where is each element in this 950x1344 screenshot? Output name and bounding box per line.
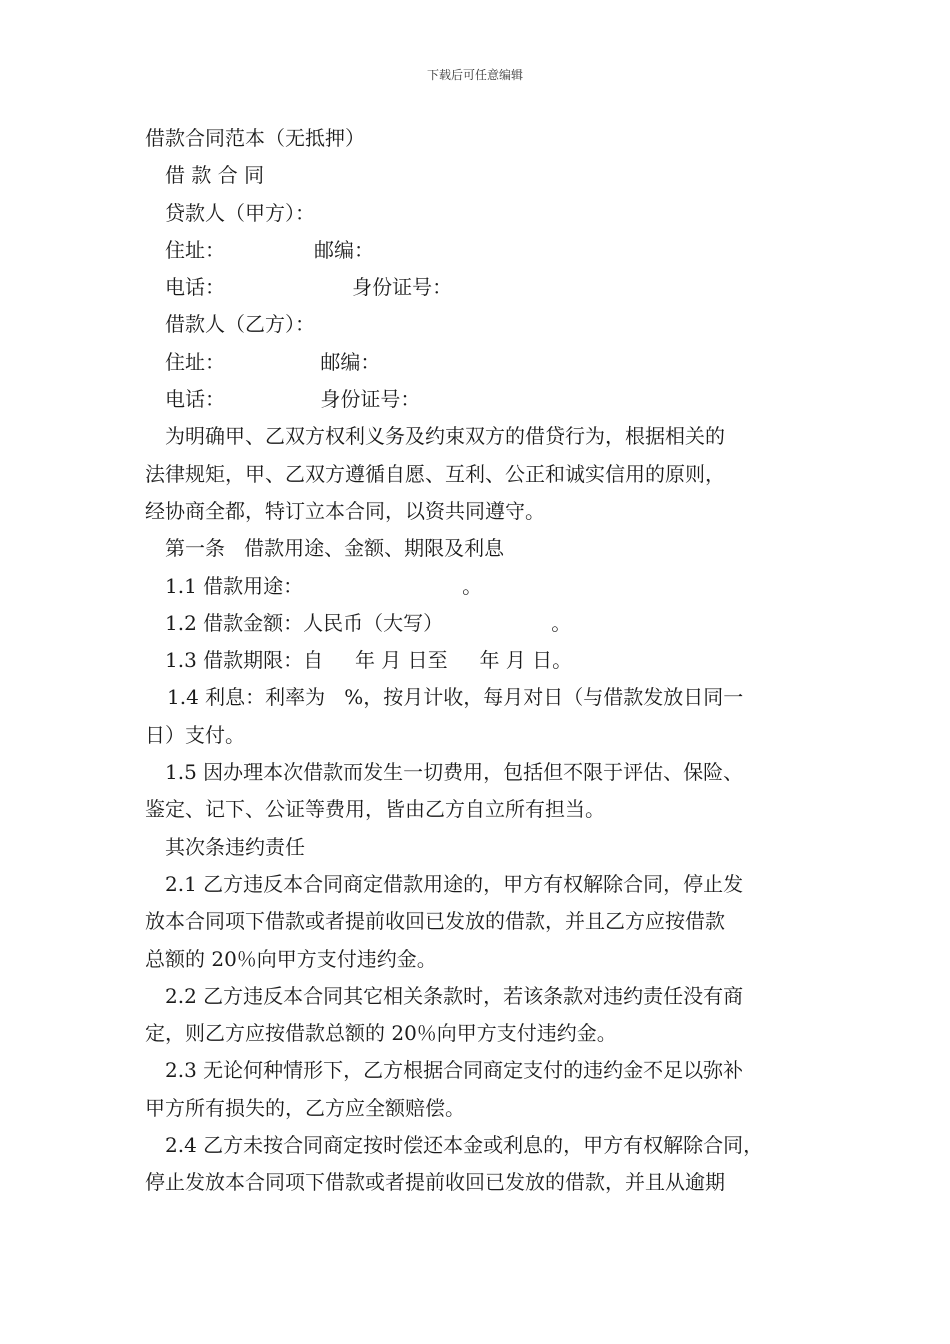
clause-2-2-cont: 定，则乙方应按借款总额的 20％向甲方支付违约金。: [145, 1021, 617, 1046]
preamble-line: 法律规矩，甲、乙双方遵循自愿、互利、公正和诚实信用的原则，: [145, 461, 725, 486]
clause-2-1: 2.1 乙方违反本合同商定借款用途的，甲方有权解除合同，停止发: [165, 871, 744, 896]
doc-title: 借款合同范本（无抵押）: [145, 126, 365, 150]
clause-2-2: 2.2 乙方违反本合同其它相关条款时，若该条款对违约责任没有商: [165, 983, 744, 1008]
clause-2-1-cont: 放本合同项下借款或者提前收回已发放的借款，并且乙方应按借款: [145, 909, 725, 934]
article-2-heading: 其次条违约责任: [165, 834, 305, 859]
contract-heading: 借 款 合 同: [165, 163, 265, 188]
lender-address-line: 住址： 邮编：: [165, 237, 375, 262]
clause-2-3: 2.3 无论何种情形下，乙方根据合同商定支付的违约金不足以弥补: [165, 1058, 744, 1083]
clause-1-5-cont: 鉴定、记下、公证等费用，皆由乙方自立所有担当。: [145, 797, 605, 822]
clause-1-2: 1.2 借款金额：人民币（大写） 。: [165, 610, 572, 635]
preamble-line: 为明确甲、乙双方权利义务及约束双方的借贷行为，根据相关的: [165, 424, 725, 449]
clause-1-5: 1.5 因办理本次借款而发生一切费用，包括但不限于评估、保险、: [165, 760, 744, 785]
article-1-heading: 第一条 借款用途、金额、期限及利息: [165, 536, 505, 561]
borrower-phone-line: 电话： 身份证号：: [165, 387, 421, 412]
clause-2-4: 2.4 乙方未按合同商定按时偿还本金或利息的，甲方有权解除合同，: [165, 1133, 764, 1158]
clause-2-4-cont: 停止发放本合同项下借款或者提前收回已发放的借款，并且从逾期: [145, 1170, 725, 1195]
clause-1-3: 1.3 借款期限：自 年 月 日至 年 月 日。: [165, 648, 573, 673]
clause-2-1-cont: 总额的 20％向甲方支付违约金。: [145, 946, 437, 971]
preamble-line: 经协商全都，特订立本合同，以资共同遵守。: [145, 498, 545, 523]
lender-label: 贷款人（甲方）：: [165, 200, 315, 225]
page-header: 下载后可任意编辑: [426, 68, 523, 82]
lender-phone-line: 电话： 身份证号：: [165, 275, 453, 300]
contract-body: [145, 120, 810, 1202]
clause-1-1: 1.1 借款用途： 。: [165, 573, 483, 598]
clause-1-4-cont: 日）支付。: [145, 722, 245, 747]
clause-2-3-cont: 甲方所有损失的，乙方应全额赔偿。: [145, 1095, 465, 1120]
borrower-label: 借款人（乙方）：: [165, 312, 315, 337]
clause-1-4: 1.4 利息：利率为 %，按月计收，每月对日（与借款发放日同一: [167, 685, 744, 710]
borrower-address-line: 住址： 邮编：: [165, 349, 381, 374]
